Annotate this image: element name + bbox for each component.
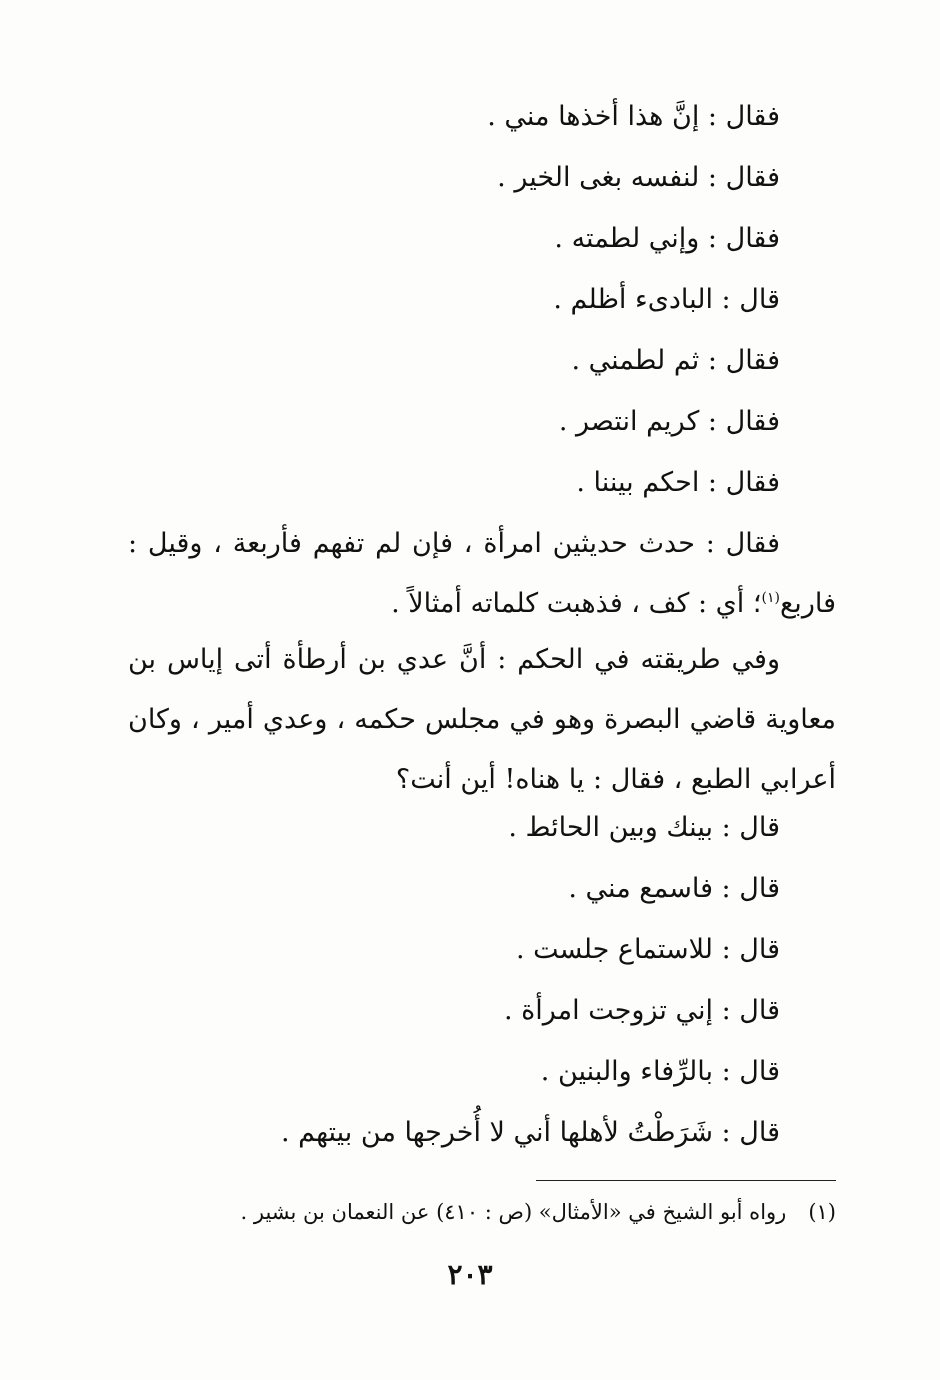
dialogue-line: قال : شَرَطْتُ لأهلها أني لا أُخرجها من بيتهم .: [280, 1117, 780, 1148]
paragraph-text: ؛ أي : كف ، فذهبت كلماته أمثالاً .: [391, 588, 762, 619]
page-number: ٢٠٣: [447, 1258, 493, 1291]
dialogue-line: فقال : لنفسه بغى الخير .: [497, 162, 780, 193]
paragraph-judgement: [128, 630, 836, 810]
dialogue-line: فقال : إنَّ هذا أخذها مني .: [487, 101, 780, 132]
footnote-number: (١): [808, 1200, 836, 1224]
footnote-reference[interactable]: (١): [761, 590, 780, 606]
dialogue-line: قال : بالرِّفاء والبنين .: [540, 1056, 780, 1087]
dialogue-line: قال : إني تزوجت امرأة .: [503, 995, 780, 1026]
dialogue-line: فقال : كريم انتصر .: [558, 406, 780, 437]
paragraph-text: وفي طريقته في الحكم : أنَّ عدي بن أرطأة أتى إياس بن معاوية قاضي البصرة وهو في مجلس حكمه ، وعدي أمير ، وكان أعرابي الطبع ، فقال : يا هناه! أين أنت؟: [128, 644, 836, 795]
dialogue-line: قال : فاسمع مني .: [568, 873, 780, 904]
dialogue-line: قال : بينك وبين الحائط .: [508, 812, 780, 843]
dialogue-line: فقال : ثم لطمني .: [571, 345, 780, 376]
footnote-separator: [536, 1180, 836, 1181]
paragraph-text: فقال : حدث حديثين امرأة ، فإن لم تفهم فأربعة ، وقيل : فاربع: [128, 528, 836, 619]
paragraph-proverb: [128, 514, 836, 634]
dialogue-line: قال : للاستماع جلست .: [515, 934, 780, 965]
dialogue-line: فقال : وإني لطمته .: [554, 223, 780, 254]
footnote-text: رواه أبو الشيخ في «الأمثال» (ص : ٤١٠) عن النعمان بن بشير .: [240, 1200, 787, 1224]
dialogue-line: قال : البادىء أظلم .: [553, 284, 780, 315]
dialogue-line: فقال : احكم بيننا .: [576, 467, 780, 498]
footnote: [241, 1194, 836, 1230]
